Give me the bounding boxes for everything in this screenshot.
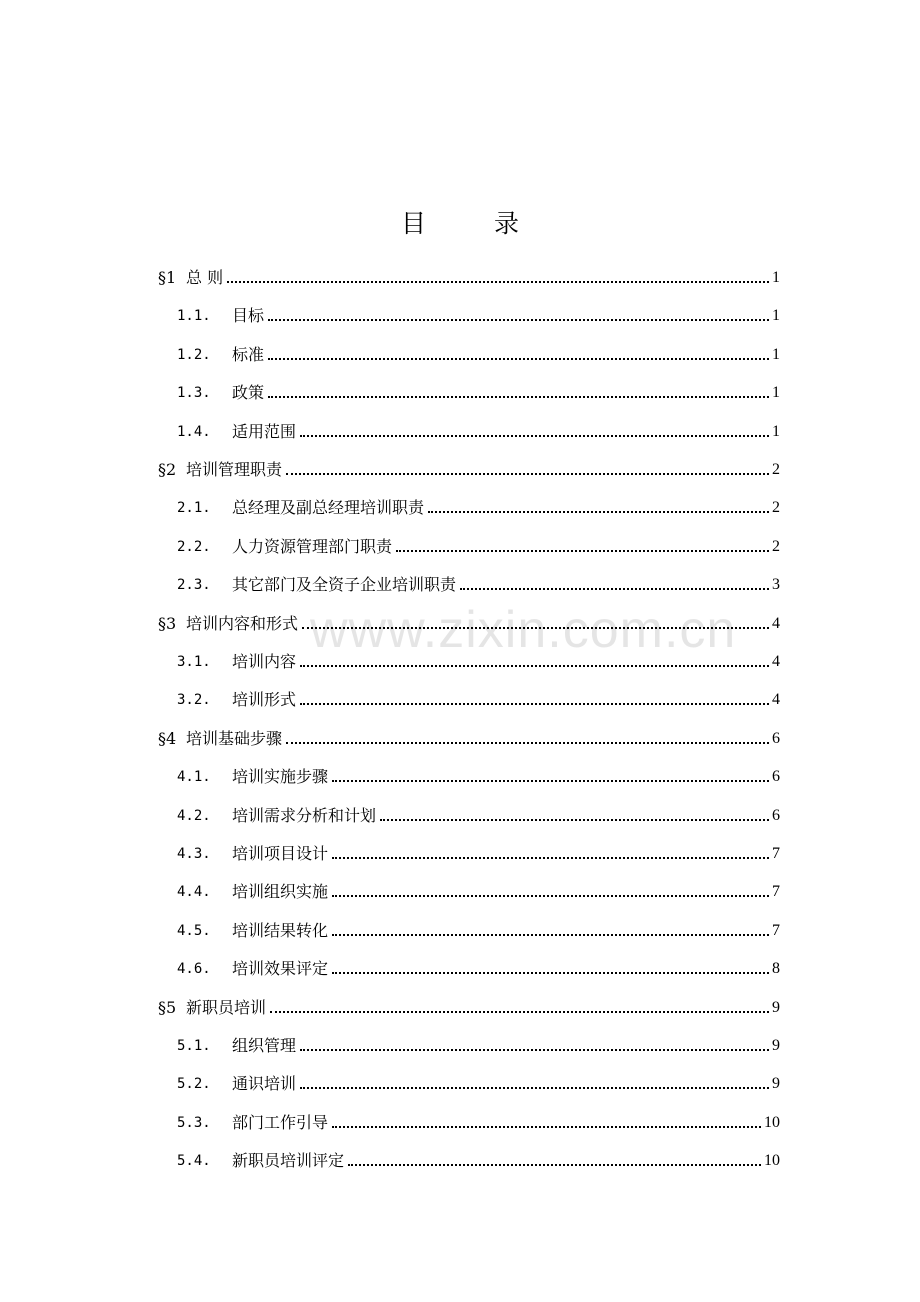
dot-leader	[286, 473, 769, 475]
toc-entry-page-number: 4	[771, 688, 780, 712]
toc-subsection-entry[interactable]	[0, 957, 920, 981]
toc-entry-title: 标准	[232, 343, 266, 367]
toc-entry-page-number: 9	[771, 996, 780, 1020]
toc-entry-title: 培训效果评定	[232, 957, 330, 981]
toc-entry-number: 3.2.	[177, 692, 211, 708]
toc-subsection-entry[interactable]	[0, 496, 920, 520]
toc-entry-number: 4.2.	[177, 808, 211, 824]
dot-leader	[332, 972, 769, 974]
dot-leader	[380, 819, 769, 821]
toc-subsection-entry[interactable]	[0, 1034, 920, 1058]
dot-leader	[286, 742, 769, 744]
dot-leader	[348, 1164, 761, 1166]
toc-entry-number: 1.4.	[177, 424, 211, 440]
toc-section-entry[interactable]	[0, 612, 920, 636]
toc-entry-title: 总经理及副总经理培训职责	[232, 496, 426, 520]
toc-entry-number: 2.3.	[177, 577, 211, 593]
toc-entry-title: 培训基础步骤	[186, 727, 284, 751]
toc-entry-page-number: 3	[771, 573, 780, 597]
toc-entry-page-number: 10	[763, 1111, 780, 1135]
toc-entry-page-number: 7	[771, 919, 780, 943]
dot-leader	[268, 358, 769, 360]
toc-entry-number: §1	[158, 268, 177, 287]
toc-entry-title: 其它部门及全资子企业培训职责	[232, 573, 458, 597]
dot-leader	[300, 703, 769, 705]
dot-leader	[300, 1049, 769, 1051]
toc-subsection-entry[interactable]	[0, 919, 920, 943]
toc-entry-number: §5	[158, 998, 177, 1017]
toc-subsection-entry[interactable]	[0, 420, 920, 444]
toc-entry-title: 组织管理	[232, 1034, 298, 1058]
toc-entry-page-number: 1	[771, 304, 780, 328]
toc-entry-number: 1.2.	[177, 347, 211, 363]
toc-entry-number: 2.2.	[177, 539, 211, 555]
toc-entry-title: 培训项目设计	[232, 842, 330, 866]
toc-subsection-entry[interactable]	[0, 765, 920, 789]
toc-entry-number: §2	[158, 460, 177, 479]
toc-subsection-entry[interactable]	[0, 343, 920, 367]
dot-leader	[268, 319, 769, 321]
dot-leader	[428, 511, 769, 513]
toc-subsection-entry[interactable]	[0, 573, 920, 597]
toc-entry-title: 培训形式	[232, 688, 298, 712]
dot-leader	[302, 627, 769, 629]
dot-leader	[332, 1126, 761, 1128]
toc-entry-title: 通识培训	[232, 1072, 298, 1096]
toc-subsection-entry[interactable]	[0, 535, 920, 559]
toc-entry-title: 人力资源管理部门职责	[232, 535, 394, 559]
toc-entry-page-number: 4	[771, 650, 780, 674]
dot-leader	[332, 780, 769, 782]
toc-section-entry[interactable]	[0, 458, 920, 482]
toc-entry-number: 5.2.	[177, 1076, 211, 1092]
toc-entry-number: 5.4.	[177, 1153, 211, 1169]
dot-leader	[268, 396, 769, 398]
toc-entry-number: 5.1.	[177, 1038, 211, 1054]
toc-entry-number: 4.4.	[177, 884, 211, 900]
toc-section-entry[interactable]	[0, 266, 920, 290]
toc-entry-page-number: 1	[771, 420, 780, 444]
toc-entry-page-number: 6	[771, 727, 780, 751]
toc-entry-title: 新职员培训	[186, 996, 268, 1020]
toc-subsection-entry[interactable]	[0, 804, 920, 828]
toc-entry-title: 培训内容	[232, 650, 298, 674]
toc-section-entry[interactable]	[0, 996, 920, 1020]
dot-leader	[332, 895, 769, 897]
toc-entry-number: 2.1.	[177, 500, 211, 516]
toc-entry-number: 4.5.	[177, 923, 211, 939]
toc-entry-number: 4.6.	[177, 961, 211, 977]
toc-entry-title: 部门工作引导	[232, 1111, 330, 1135]
dot-leader	[300, 435, 769, 437]
dot-leader	[396, 550, 769, 552]
toc-subsection-entry[interactable]	[0, 1149, 920, 1173]
toc-entry-page-number: 9	[771, 1034, 780, 1058]
toc-entry-title: 培训内容和形式	[186, 612, 300, 636]
toc-entry-number: 1.3.	[177, 385, 211, 401]
toc-subsection-entry[interactable]	[0, 650, 920, 674]
dot-leader	[332, 934, 769, 936]
toc-entry-title: 目标	[232, 304, 266, 328]
toc-entry-page-number: 4	[771, 612, 780, 636]
toc-entry-number: 4.3.	[177, 846, 211, 862]
toc-entry-title: 培训需求分析和计划	[232, 804, 378, 828]
toc-subsection-entry[interactable]	[0, 842, 920, 866]
toc-entry-page-number: 2	[771, 535, 780, 559]
dot-leader	[460, 588, 769, 590]
toc-subsection-entry[interactable]	[0, 688, 920, 712]
toc-entry-title: 政策	[232, 381, 266, 405]
toc-entry-number: 1.1.	[177, 308, 211, 324]
toc-subsection-entry[interactable]	[0, 304, 920, 328]
toc-entry-page-number: 7	[771, 880, 780, 904]
toc-entry-page-number: 1	[771, 381, 780, 405]
toc-entry-page-number: 6	[771, 804, 780, 828]
toc-entry-page-number: 2	[771, 458, 780, 482]
watermark: www.zixin.com.cn	[310, 601, 737, 659]
toc-entry-number: 5.3.	[177, 1115, 211, 1131]
toc-entry-title: 总 则	[186, 266, 225, 290]
toc-subsection-entry[interactable]	[0, 1072, 920, 1096]
toc-section-entry[interactable]	[0, 727, 920, 751]
toc-entry-number: 4.1.	[177, 769, 211, 785]
dot-leader	[300, 1087, 769, 1089]
toc-entry-title: 适用范围	[232, 420, 298, 444]
toc-entry-title: 新职员培训评定	[232, 1149, 346, 1173]
toc-entry-page-number: 8	[771, 957, 780, 981]
toc-title: 目 录	[401, 209, 549, 238]
toc-entry-title: 培训组织实施	[232, 880, 330, 904]
dot-leader	[270, 1011, 769, 1013]
toc-entry-number: 3.1.	[177, 654, 211, 670]
dot-leader	[332, 857, 769, 859]
toc-entry-page-number: 6	[771, 765, 780, 789]
toc-entry-page-number: 9	[771, 1072, 780, 1096]
toc-entry-title: 培训结果转化	[232, 919, 330, 943]
toc-subsection-entry[interactable]	[0, 381, 920, 405]
toc-entry-title: 培训管理职责	[186, 458, 284, 482]
toc-entry-number: §3	[158, 614, 177, 633]
toc-subsection-entry[interactable]	[0, 1111, 920, 1135]
toc-entry-page-number: 10	[763, 1149, 780, 1173]
toc-entry-page-number: 1	[771, 343, 780, 367]
toc-entry-page-number: 7	[771, 842, 780, 866]
toc-entry-title: 培训实施步骤	[232, 765, 330, 789]
dot-leader	[227, 281, 769, 283]
toc-entry-page-number: 2	[771, 496, 780, 520]
dot-leader	[300, 665, 769, 667]
toc-entry-number: §4	[158, 729, 177, 748]
toc-subsection-entry[interactable]	[0, 880, 920, 904]
toc-entry-page-number: 1	[771, 266, 780, 290]
